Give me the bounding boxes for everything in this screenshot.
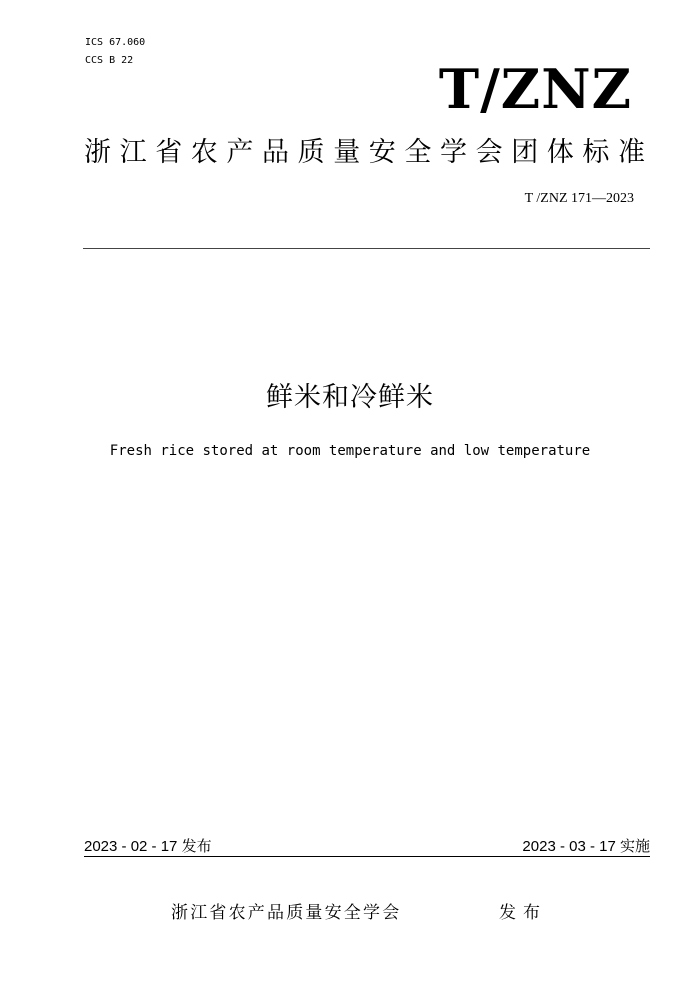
standard-number: T /ZNZ 171—2023 — [524, 191, 634, 206]
effective-date: 2023 - 03 - 17 实施 — [522, 838, 650, 855]
document-title-cn: 鲜米和冷鲜米 — [266, 382, 434, 413]
ics-code: ICS 67.060 — [85, 37, 146, 48]
header-divider — [83, 248, 650, 249]
organization-standard-title: 浙江省农产品质量安全学会团体标准 — [84, 137, 654, 168]
standard-logo: T/ZNZ — [438, 57, 632, 121]
publish-label: 发布 — [499, 903, 547, 923]
ccs-code: CCS B 22 — [85, 55, 134, 66]
issue-date: 2023 - 02 - 17 发布 — [84, 838, 212, 855]
publisher-name: 浙江省农产品质量安全学会 — [171, 903, 402, 923]
footer-divider — [84, 856, 650, 857]
document-title-en: Fresh rice stored at room temperature and low temperature — [109, 443, 591, 459]
